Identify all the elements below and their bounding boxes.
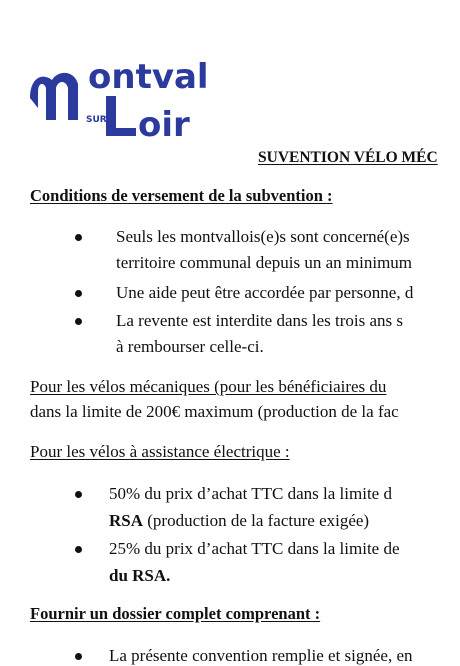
electric-item-1-rest: (production de la facture exigée) (143, 511, 370, 530)
logo-word-loir: oir (138, 105, 190, 138)
logo-graphic (26, 56, 236, 138)
electric-item-1-line1: 50% du prix d’achat TTC dans la limite d (109, 484, 392, 503)
document-title: SUVENTION VÉLO MÉC (258, 149, 438, 166)
conditions-item-2-line1: Une aide peut être accordée par personne, d (116, 283, 414, 302)
mechanical-line1 (30, 377, 386, 397)
conditions-item-1-line1: Seuls les montvallois(e)s sont concerné(e)s (116, 227, 410, 246)
bullet-icon (75, 318, 82, 325)
bullet-icon (75, 653, 82, 660)
mechanical-heading: Pour les vélos mécaniques (pour les bénéficiaires du (30, 377, 387, 396)
conditions-item-3-line2: à rembourser celle-ci. (116, 337, 264, 356)
bullet-icon (75, 234, 82, 241)
bullet-icon (75, 290, 82, 297)
logo-word-montval: ontval (88, 57, 209, 97)
logo-m-shape (30, 73, 78, 120)
conditions-heading: Conditions de versement de la subvention : (30, 186, 333, 205)
electric-heading: Pour les vélos à assistance électrique : (30, 442, 290, 461)
montval-sur-loir-logo (26, 56, 236, 138)
conditions-item-1-line2: territoire communal depuis un an minimum (116, 253, 413, 272)
logo-word-sur: SUR (86, 115, 107, 125)
bullet-icon (75, 546, 82, 553)
electric-item-1-line2 (109, 511, 369, 531)
mechanical-line2: dans la limite de 200€ maximum (production de la fac (30, 402, 399, 421)
logo-l-shape (106, 96, 136, 136)
bullet-icon (75, 491, 82, 498)
electric-item-1-rsa: RSA (109, 511, 144, 530)
conditions-item-3-line1: La revente est interdite dans les trois ans s (116, 311, 404, 330)
dossier-item-1-line1: La présente convention remplie et signée, en (109, 646, 413, 665)
electric-item-2-line2: du RSA. (109, 566, 171, 585)
dossier-heading: Fournir un dossier complet comprenant : (30, 604, 321, 623)
electric-item-2-line1: 25% du prix d’achat TTC dans la limite de (109, 539, 400, 558)
